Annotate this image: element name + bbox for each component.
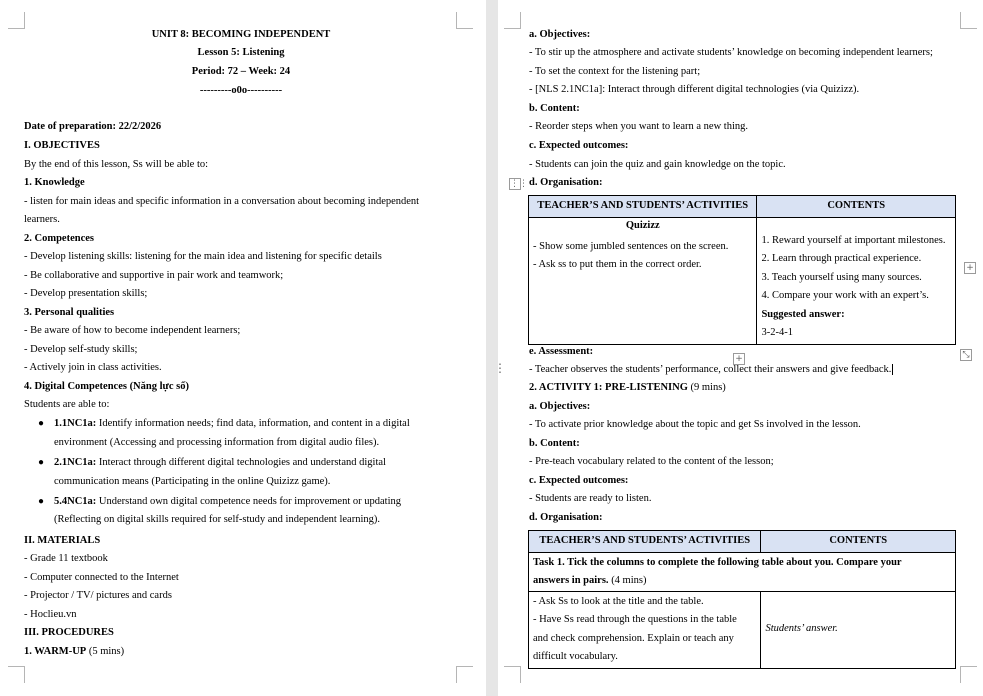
separator: ---------o0o---------- — [199, 85, 283, 96]
organisation-label: d. Organisation: — [529, 177, 603, 188]
activity-table-prelistening — [528, 530, 956, 669]
outcome-1: - Students can join the quiz and gain knowledge on the topic. — [529, 159, 786, 170]
competence-3: - Develop presentation skills; — [24, 288, 148, 299]
objectives-heading: I. OBJECTIVES — [24, 140, 100, 151]
document-page-right — [494, 0, 983, 696]
assessment-1: - Teacher observes the students’ performance, collect their answers and give feedback. — [529, 364, 892, 375]
material-4: - Hoclieu.vn — [24, 609, 77, 620]
task1-activity-3: and check comprehension. Explain or teach any — [533, 632, 734, 644]
competence-2: - Be collaborative and supportive in pair work and teamwork; — [24, 270, 284, 281]
activity1-heading: 2. ACTIVITY 1: PRE-LISTENING (9 mins) — [529, 382, 726, 393]
task1-line-2: answers in pairs. (4 mins) — [533, 574, 647, 586]
digital-item-2: 2.1NC1a: Interact through different digital technologies and understand digital — [54, 457, 386, 468]
bullet-icon: ● — [38, 496, 45, 507]
students-answer: Students’ answer. — [765, 623, 838, 635]
table-header-contents: CONTENTS — [761, 531, 956, 553]
material-3: - Projector / TV/ pictures and cards — [24, 590, 172, 601]
materials-heading: II. MATERIALS — [24, 535, 101, 546]
content-1: - Reorder steps when you want to learn a new thing. — [529, 121, 748, 132]
task1-activities-cell — [529, 591, 761, 668]
drag-handle-icon[interactable]: ⋮ — [494, 361, 506, 375]
add-row-icon[interactable]: + — [733, 353, 745, 365]
date-of-preparation: Date of preparation: 22/2/2026 — [24, 121, 162, 132]
lesson-title: Lesson 5: Listening — [197, 47, 285, 58]
knowledge-line-1: - listen for main ideas and specific information in a conversation about becoming independent — [24, 196, 420, 207]
activity-table-warmup — [528, 195, 956, 345]
digital-item-1-cont: environment (Accessing and processing information from digital audio files). — [54, 437, 380, 448]
objectives-label-2: a. Objectives: — [529, 401, 591, 412]
assessment-label: e. Assessment: — [529, 346, 594, 357]
unit-title: UNIT 8: BECOMING INDEPENDENT — [151, 29, 331, 40]
content-item-3: 3. Teach yourself using many sources. — [761, 271, 922, 283]
outcomes-label-2: c. Expected outcomes: — [529, 475, 629, 486]
content-item-2: 2. Learn through practical experience. — [761, 253, 922, 264]
objectives-label: a. Objectives: — [529, 29, 591, 40]
crop-mark-top-left — [504, 12, 521, 29]
material-1: - Grade 11 textbook — [24, 553, 108, 564]
task1-contents-cell — [761, 591, 956, 668]
content-item-4: 4. Compare your work with an expert’s. — [761, 290, 929, 301]
organisation-label-2: d. Organisation: — [529, 512, 603, 523]
table-header-activities: TEACHER’S AND STUDENTS’ ACTIVITIES — [529, 196, 757, 218]
suggested-answer: 3-2-4-1 — [761, 327, 793, 338]
crop-mark-bottom-left — [504, 666, 521, 683]
digital-heading: 4. Digital Competences (Năng lực số) — [24, 381, 189, 392]
crop-mark-bottom-right — [960, 666, 977, 683]
personal-heading: 3. Personal qualities — [24, 307, 115, 318]
table-header-contents: CONTENTS — [757, 196, 956, 218]
objective-2: - To set the context for the listening part; — [529, 66, 701, 77]
content-label-2: b. Content: — [529, 438, 580, 449]
digital-item-2-cont: communication means (Participating in the online Quizizz game). — [54, 476, 331, 487]
personal-3: - Actively join in class activities. — [24, 362, 162, 373]
outcome2-1: - Students are ready to listen. — [529, 493, 652, 504]
knowledge-line-2: learners. — [24, 214, 60, 225]
task1-activity-1: - Ask Ss to look at the title and the table. — [533, 595, 704, 607]
personal-1: - Be aware of how to become independent learners; — [24, 325, 241, 336]
digital-item-3-cont: (Reflecting on digital skills required for self-study and independent learning). — [54, 514, 380, 525]
task1-cell — [529, 552, 956, 591]
digital-item-3: 5.4NC1a: Understand own digital competence needs for improvement or updating — [54, 496, 402, 507]
resize-handle-icon[interactable]: ⤡ — [960, 349, 972, 361]
content-item-1: 1. Reward yourself at important milestones. — [761, 234, 946, 246]
material-2: - Computer connected to the Internet — [24, 572, 179, 583]
competences-heading: 2. Competences — [24, 233, 94, 244]
objective2-1: - To activate prior knowledge about the topic and get Ss involved in the lesson. — [529, 419, 861, 430]
intro-line: By the end of this lesson, Ss will be able to: — [24, 159, 209, 170]
text-cursor — [892, 364, 893, 375]
table-header-activities: TEACHER’S AND STUDENTS’ ACTIVITIES — [529, 531, 761, 553]
task1-activity-4: difficult vocabulary. — [533, 651, 618, 662]
procedures-heading: III. PROCEDURES — [24, 627, 114, 638]
move-handle-icon[interactable]: ⋮⋮ — [510, 179, 528, 189]
quizizz-label: Quizizz — [625, 219, 660, 231]
digital-item-1: 1.1NC1a: Identify information needs; find data, information, and content in a digital — [54, 418, 410, 429]
task1-activity-2: - Have Ss read through the questions in the table — [533, 614, 737, 625]
objective-1: - To stir up the atmosphere and activate students’ knowledge on becoming independent learners; — [529, 47, 933, 58]
crop-mark-top-right — [456, 12, 473, 29]
document-page-left — [0, 0, 486, 696]
bullet-icon: ● — [38, 457, 45, 468]
crop-mark-top-left — [8, 12, 25, 29]
knowledge-heading: 1. Knowledge — [24, 177, 85, 188]
contents-cell — [757, 217, 956, 344]
bullet-icon: ● — [38, 418, 45, 429]
suggested-answer-label: Suggested answer: — [761, 308, 845, 320]
activity-1: - Show some jumbled sentences on the screen. — [533, 240, 729, 252]
objective-3: - [NLS 2.1NC1a]: Interact through different digital technologies (via Quizizz). — [529, 84, 860, 95]
add-column-icon[interactable]: + — [964, 262, 976, 274]
activity-2: - Ask ss to put them in the correct order. — [533, 259, 702, 270]
content2-1: - Pre-teach vocabulary related to the content of the lesson; — [529, 456, 774, 467]
crop-mark-top-right — [960, 12, 977, 29]
period-line: Period: 72 – Week: 24 — [191, 66, 291, 77]
outcomes-label: c. Expected outcomes: — [529, 140, 629, 151]
page-gutter — [486, 0, 498, 696]
activities-cell — [529, 217, 757, 344]
crop-mark-bottom-right — [456, 666, 473, 683]
task1-line-1: Task 1. Tick the columns to complete the following table about you. Compare your — [533, 556, 902, 568]
content-label: b. Content: — [529, 103, 580, 114]
competence-1: - Develop listening skills: listening for the main idea and listening for specific details — [24, 251, 382, 262]
warmup-heading: 1. WARM-UP (5 mins) — [24, 646, 125, 657]
digital-intro: Students are able to: — [24, 399, 110, 410]
crop-mark-bottom-left — [8, 666, 25, 683]
personal-2: - Develop self-study skills; — [24, 344, 138, 355]
